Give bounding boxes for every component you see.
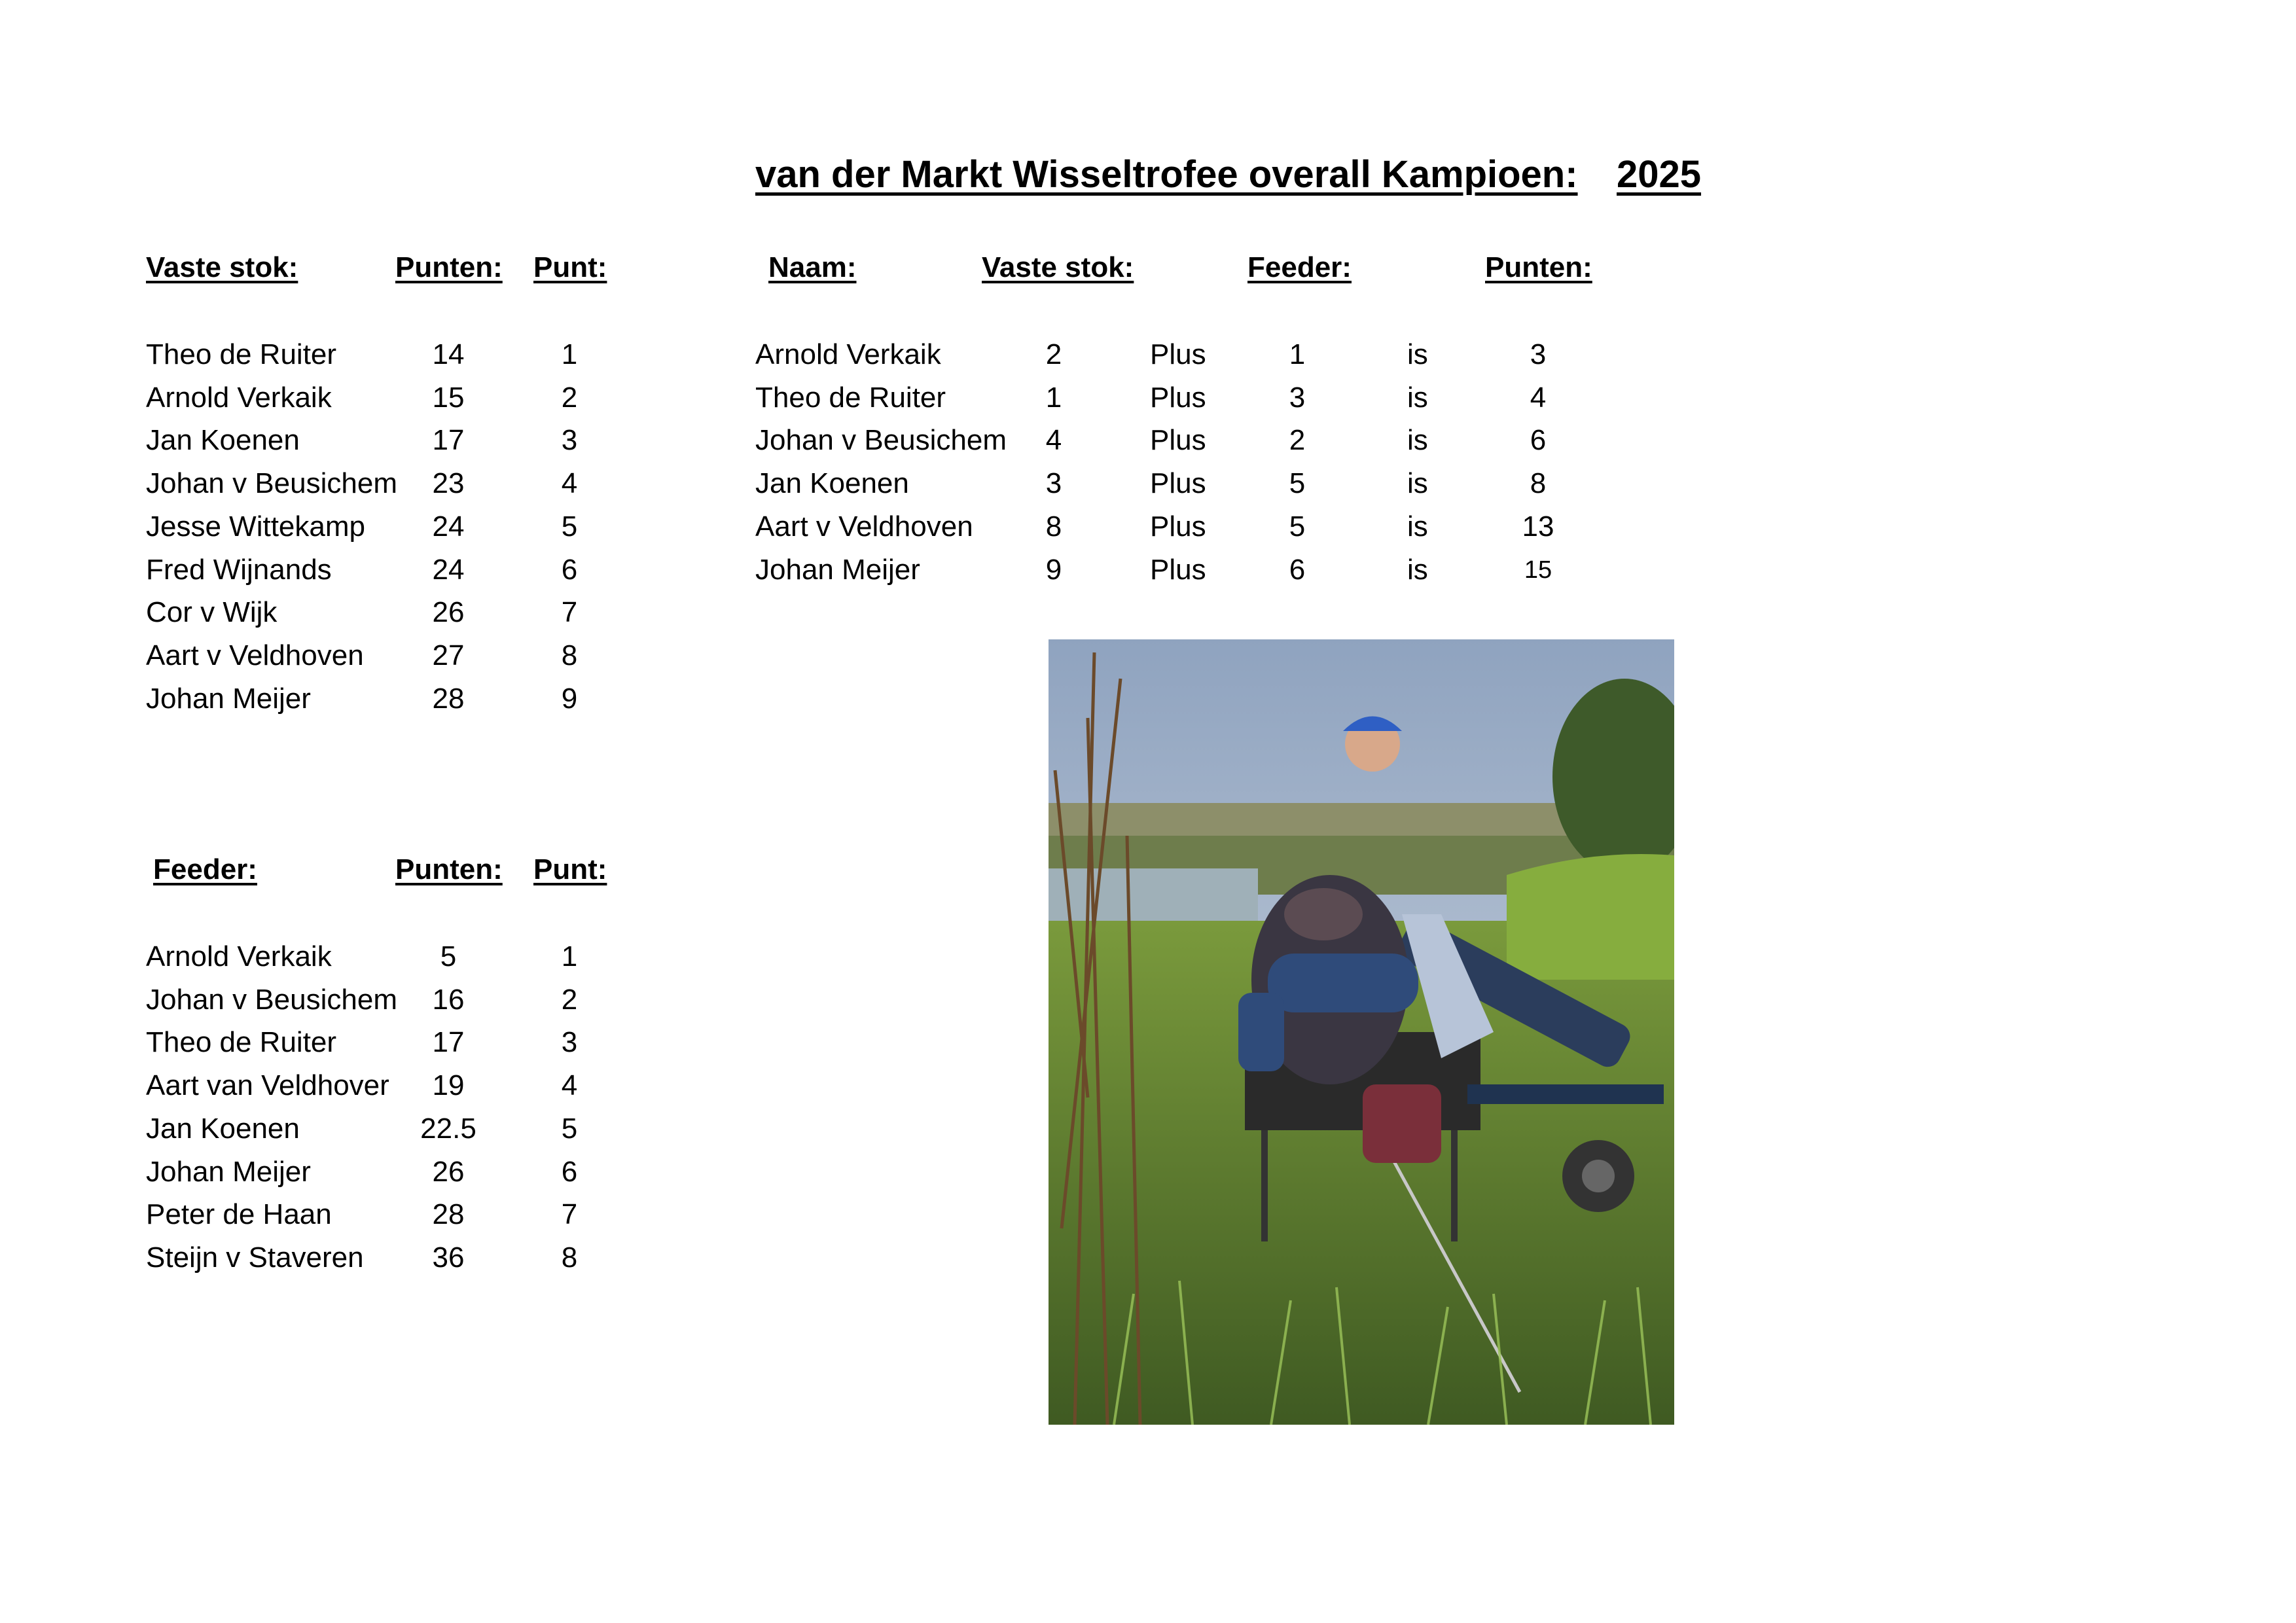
- feeder-row-punt: 2: [561, 984, 578, 1016]
- overall-header-naam: Naam:: [768, 251, 857, 283]
- overall-row-plus: Plus: [1150, 467, 1206, 499]
- feeder-row-punt: 1: [561, 940, 578, 972]
- overall-row-plus: Plus: [1150, 554, 1206, 586]
- feeder-row-name: Jan Koenen: [146, 1113, 300, 1145]
- vaste-stok-row-punt: 3: [561, 424, 578, 456]
- overall-row-punten: 3: [1530, 338, 1547, 370]
- overall-row-is: is: [1407, 467, 1428, 499]
- overall-row-feeder: 1: [1289, 338, 1306, 370]
- overall-row-punten: 6: [1530, 424, 1547, 456]
- vaste-stok-row-punten: 14: [432, 338, 465, 370]
- overall-row-is: is: [1407, 338, 1428, 370]
- feeder-row-punten: 17: [432, 1026, 465, 1058]
- overall-row-name: Jan Koenen: [755, 467, 909, 499]
- overall-row-name: Theo de Ruiter: [755, 382, 946, 414]
- overall-row-name: Arnold Verkaik: [755, 338, 941, 370]
- vaste-stok-row-name: Arnold Verkaik: [146, 382, 332, 414]
- vaste-stok-row-name: Johan v Beusichem: [146, 467, 397, 499]
- vaste-stok-row-punten: 24: [432, 510, 465, 543]
- overall-row-vaste-stok: 1: [1045, 382, 1062, 414]
- vaste-stok-row-punt: 4: [561, 467, 578, 499]
- vaste-stok-header-name: Vaste stok:: [146, 251, 298, 283]
- vaste-stok-header-punten: Punten:: [395, 251, 503, 283]
- overall-row-name: Aart v Veldhoven: [755, 510, 973, 543]
- overall-row-vaste-stok: 8: [1045, 510, 1062, 543]
- overall-header-punten: Punten:: [1485, 251, 1592, 283]
- overall-row-punten: 8: [1530, 467, 1547, 499]
- vaste-stok-row-punt: 7: [561, 596, 578, 628]
- overall-row-punten: 15: [1524, 556, 1552, 584]
- vaste-stok-row-punten: 27: [432, 639, 465, 671]
- feeder-row-punten: 36: [432, 1241, 465, 1274]
- vaste-stok-row-name: Jesse Wittekamp: [146, 510, 365, 543]
- overall-row-is: is: [1407, 510, 1428, 543]
- feeder-row-punten: 28: [432, 1198, 465, 1230]
- vaste-stok-row-name: Fred Wijnands: [146, 554, 332, 586]
- feeder-row-name: Steijn v Staveren: [146, 1241, 364, 1274]
- feeder-row-name: Johan Meijer: [146, 1156, 311, 1188]
- overall-row-name: Johan v Beusichem: [755, 424, 1007, 456]
- feeder-header-name: Feeder:: [153, 853, 257, 885]
- overall-row-plus: Plus: [1150, 424, 1206, 456]
- vaste-stok-row-name: Aart v Veldhoven: [146, 639, 364, 671]
- overall-row-is: is: [1407, 554, 1428, 586]
- vaste-stok-row-name: Jan Koenen: [146, 424, 300, 456]
- feeder-row-name: Theo de Ruiter: [146, 1026, 337, 1058]
- feeder-row-punt: 6: [561, 1156, 578, 1188]
- vaste-stok-row-punten: 28: [432, 683, 465, 715]
- title-year: 2025: [1617, 153, 1702, 196]
- overall-header-vaste-stok: Vaste stok:: [982, 251, 1134, 283]
- feeder-row-punt: 4: [561, 1069, 578, 1101]
- feeder-row-name: Arnold Verkaik: [146, 940, 332, 972]
- overall-row-vaste-stok: 4: [1045, 424, 1062, 456]
- feeder-row-name: Peter de Haan: [146, 1198, 332, 1230]
- overall-row-feeder: 5: [1289, 467, 1306, 499]
- vaste-stok-row-punten: 26: [432, 596, 465, 628]
- overall-row-plus: Plus: [1150, 382, 1206, 414]
- vaste-stok-row-punten: 17: [432, 424, 465, 456]
- feeder-row-punten: 22.5: [420, 1113, 476, 1145]
- vaste-stok-row-name: Johan Meijer: [146, 683, 311, 715]
- overall-row-is: is: [1407, 424, 1428, 456]
- angler-photo-image: [1049, 639, 1674, 1425]
- page-title: van der Markt Wisseltrofee overall Kampioen:: [755, 153, 1578, 196]
- overall-row-feeder: 5: [1289, 510, 1306, 543]
- vaste-stok-row-name: Theo de Ruiter: [146, 338, 337, 370]
- vaste-stok-row-punten: 24: [432, 554, 465, 586]
- feeder-header-punt: Punt:: [533, 853, 607, 885]
- vaste-stok-row-punt: 1: [561, 338, 578, 370]
- feeder-row-punten: 5: [440, 940, 457, 972]
- overall-row-plus: Plus: [1150, 510, 1206, 543]
- vaste-stok-row-name: Cor v Wijk: [146, 596, 278, 628]
- overall-row-feeder: 3: [1289, 382, 1306, 414]
- feeder-row-punt: 3: [561, 1026, 578, 1058]
- feeder-row-punten: 26: [432, 1156, 465, 1188]
- overall-row-name: Johan Meijer: [755, 554, 920, 586]
- vaste-stok-header-punt: Punt:: [533, 251, 607, 283]
- overall-row-feeder: 6: [1289, 554, 1306, 586]
- overall-header-feeder: Feeder:: [1247, 251, 1352, 283]
- vaste-stok-row-punten: 15: [432, 382, 465, 414]
- vaste-stok-row-punt: 9: [561, 683, 578, 715]
- vaste-stok-row-punt: 2: [561, 382, 578, 414]
- overall-row-feeder: 2: [1289, 424, 1306, 456]
- feeder-row-punt: 8: [561, 1241, 578, 1274]
- angler-photo: [1049, 639, 1674, 1425]
- vaste-stok-row-punten: 23: [432, 467, 465, 499]
- feeder-row-name: Johan v Beusichem: [146, 984, 397, 1016]
- overall-row-punten: 13: [1522, 510, 1554, 543]
- feeder-row-punten: 19: [432, 1069, 465, 1101]
- vaste-stok-row-punt: 5: [561, 510, 578, 543]
- vaste-stok-row-punt: 8: [561, 639, 578, 671]
- feeder-header-punten: Punten:: [395, 853, 503, 885]
- feeder-row-name: Aart van Veldhover: [146, 1069, 389, 1101]
- overall-row-plus: Plus: [1150, 338, 1206, 370]
- overall-row-vaste-stok: 2: [1045, 338, 1062, 370]
- overall-row-is: is: [1407, 382, 1428, 414]
- overall-row-vaste-stok: 3: [1045, 467, 1062, 499]
- vaste-stok-row-punt: 6: [561, 554, 578, 586]
- feeder-row-punt: 7: [561, 1198, 578, 1230]
- feeder-row-punt: 5: [561, 1113, 578, 1145]
- overall-row-punten: 4: [1530, 382, 1547, 414]
- feeder-row-punten: 16: [432, 984, 465, 1016]
- overall-row-vaste-stok: 9: [1045, 554, 1062, 586]
